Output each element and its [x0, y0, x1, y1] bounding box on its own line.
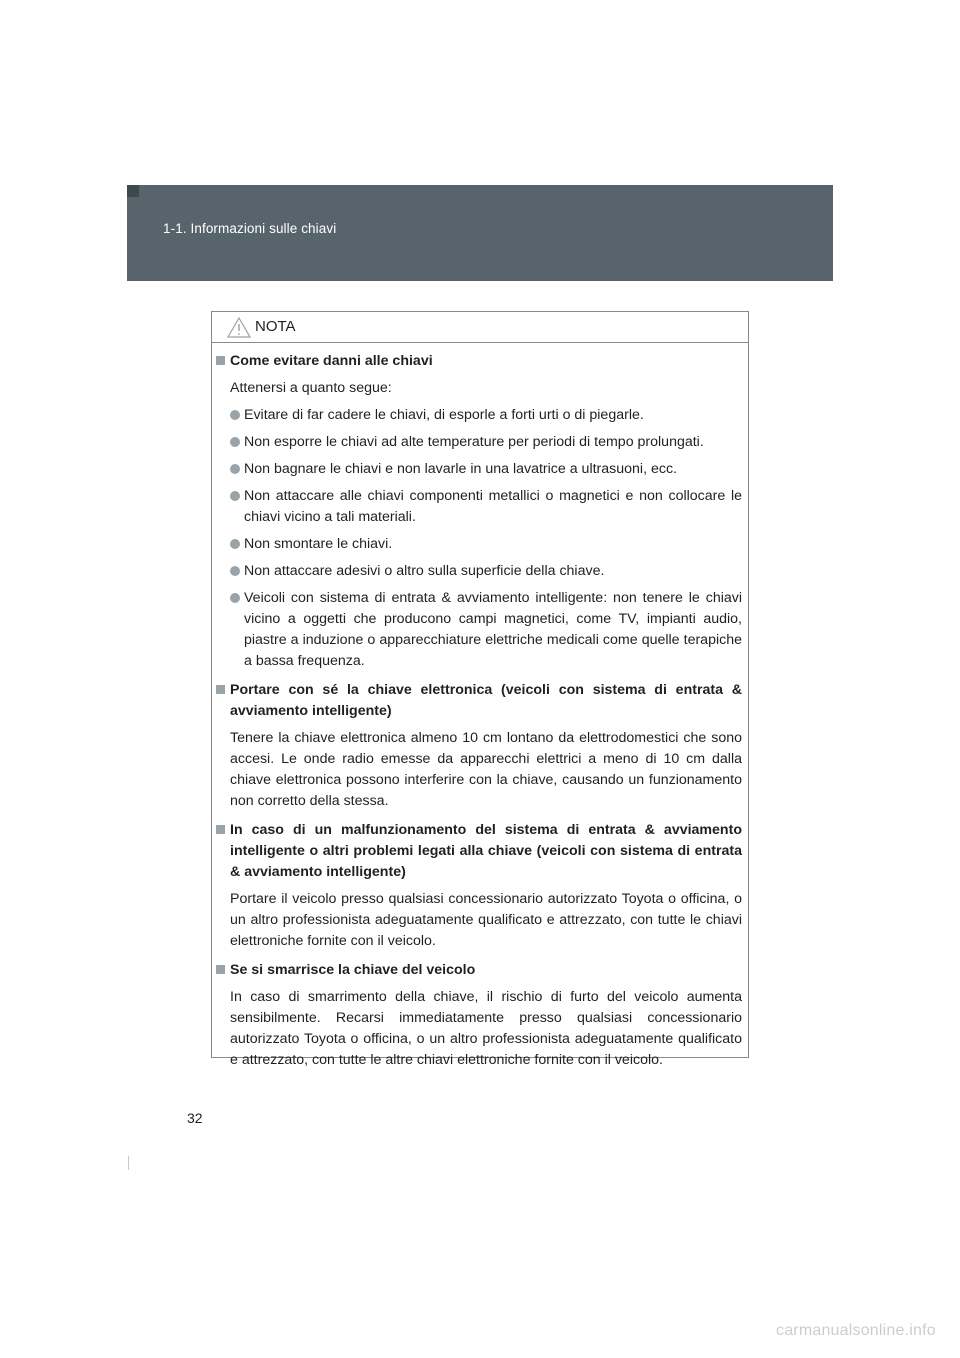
- circle-bullet-icon: [230, 464, 240, 474]
- note-header: [212, 312, 748, 343]
- section-text: Portare il veicolo presso qualsiasi concessionario autorizzato Toyota o officina, o un altro professionista adeguatamente qualificato e attrezzato, con tutte le chiavi elettroniche fornite con il veicolo.: [230, 891, 742, 949]
- note-box: [211, 311, 749, 1068]
- section-malfunction: [216, 820, 742, 952]
- section-title: 1-1. Informazioni sulle chiavi: [163, 221, 337, 236]
- section-carry-key: [216, 680, 742, 812]
- list-item: Non attaccare adesivi o altro sulla superficie della chiave.: [216, 561, 742, 582]
- list-item: Non bagnare le chiavi e non lavarle in una lavatrice a ultrasuoni, ecc.: [216, 459, 742, 480]
- circle-bullet-icon: [230, 410, 240, 420]
- section-intro: Attenersi a quanto segue:: [230, 380, 392, 396]
- square-bullet-icon: [216, 965, 225, 974]
- circle-bullet-icon: [230, 566, 240, 576]
- square-bullet-icon: [216, 825, 225, 834]
- section-text: Tenere la chiave elettronica almeno 10 cm lontano da elettrodomestici che sono accesi. Le onde radio emesse da apparecchi elettrici a meno di 10 cm dalla chiave elettronica possono interferire con la chiave, causando un funzionamento non corretto della stessa.: [230, 730, 742, 809]
- circle-bullet-icon: [230, 539, 240, 549]
- list-item: Non esporre le chiavi ad alte temperature per periodi di tempo prolungati.: [216, 432, 742, 453]
- list-item: Non attaccare alle chiavi componenti metallici o magnetici e non collocare le chiavi vicino a tali materiali.: [216, 486, 742, 528]
- header-corner-mark: [127, 185, 139, 197]
- note-body: [212, 343, 748, 1071]
- list-item: Non smontare le chiavi.: [216, 534, 742, 555]
- section-key-damage: [216, 351, 742, 672]
- circle-bullet-icon: [230, 593, 240, 603]
- section-heading: Come evitare danni alle chiavi: [216, 351, 742, 372]
- margin-mark: [128, 1156, 129, 1170]
- watermark: carmanualsonline.info: [776, 1322, 936, 1339]
- note-title: NOTA: [255, 318, 296, 335]
- circle-bullet-icon: [230, 437, 240, 447]
- square-bullet-icon: [216, 356, 225, 365]
- warning-triangle-icon: [227, 317, 251, 338]
- section-text: In caso di smarrimento della chiave, il rischio di furto del veicolo aumenta sensibilmente. Recarsi immediatamente presso qualsiasi concessionario autorizzato Toyota o officina, o un altro professionista adeguatamente qualificato e attrezzato, con tutte le altre chiavi elettroniche fornite con il veicolo.: [230, 989, 742, 1068]
- list-item: Veicoli con sistema di entrata & avviamento intelligente: non tenere le chiavi vicino a oggetti che producono campi magnetici, come TV, impianti audio, piastre a induzione o apparecchiature elettriche medicali come quelle terapiche a bassa frequenza.: [216, 588, 742, 672]
- list-item: Evitare di far cadere le chiavi, di esporle a forti urti o di piegarle.: [216, 405, 742, 426]
- square-bullet-icon: [216, 685, 225, 694]
- circle-bullet-icon: [230, 491, 240, 501]
- section-heading: Se si smarrisce la chiave del veicolo: [216, 960, 742, 981]
- page-number: 32: [187, 1110, 203, 1126]
- section-lost-key: [216, 960, 742, 1071]
- section-heading: Portare con sé la chiave elettronica (veicoli con sistema di entrata & avviamento intelligente): [216, 680, 742, 722]
- chapter-header: [127, 185, 833, 281]
- section-heading: In caso di un malfunzionamento del sistema di entrata & avviamento intelligente o altri problemi legati alla chiave (veicoli con sistema di entrata & avviamento intelligente): [216, 820, 742, 883]
